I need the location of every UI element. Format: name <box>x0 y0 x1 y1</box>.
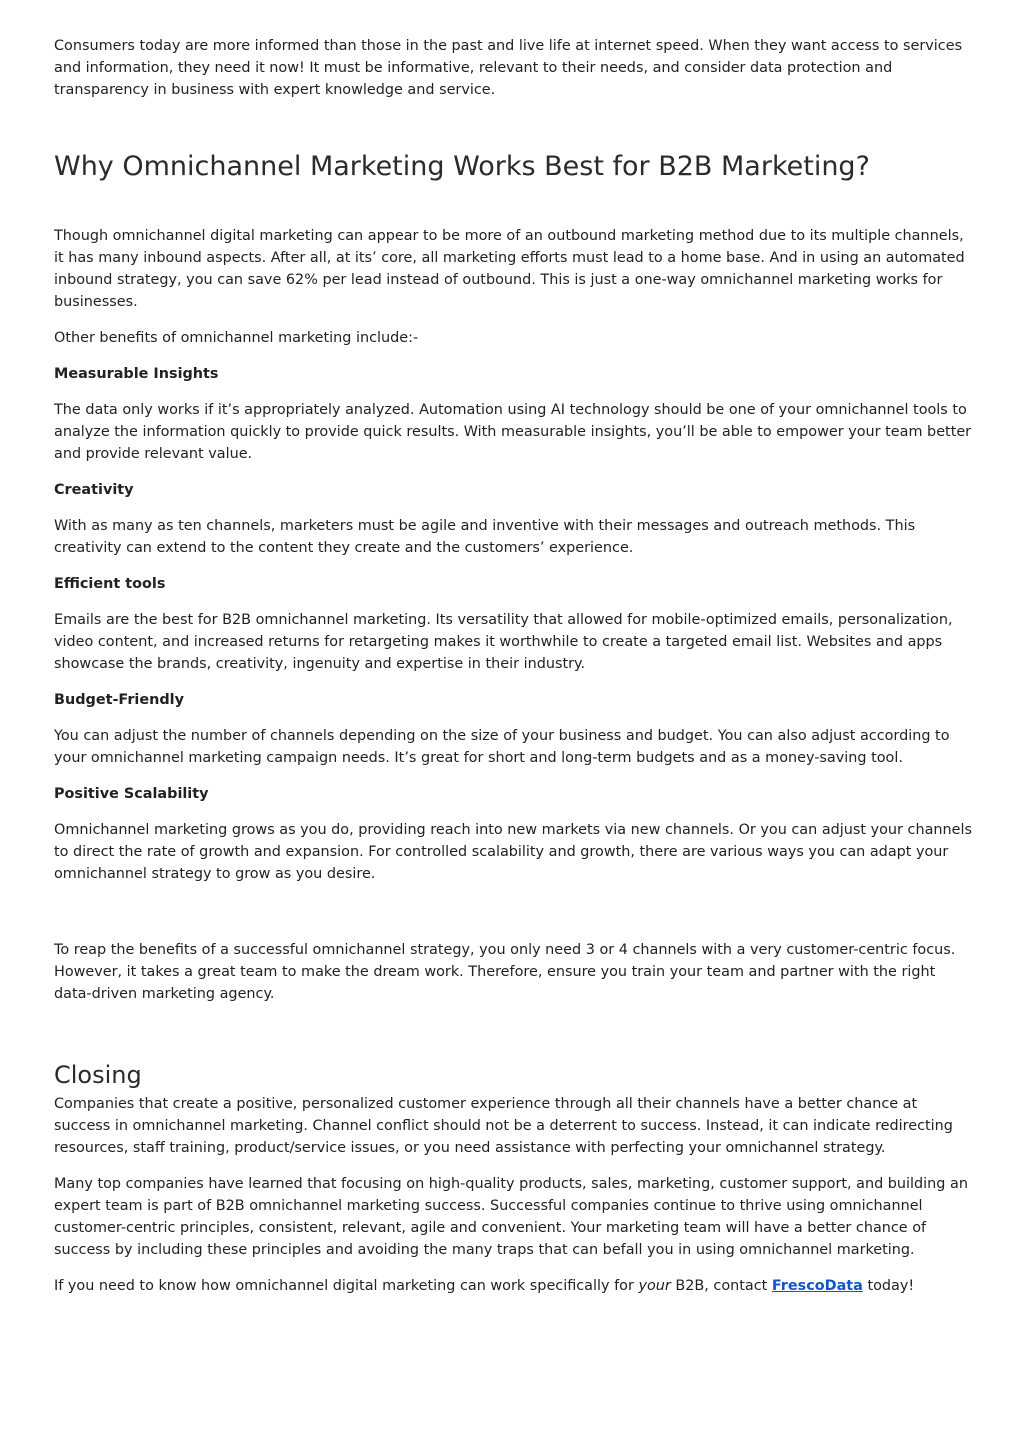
benefit-title-efficient-tools: Efficient tools <box>54 576 166 592</box>
cta-text-italic: your <box>638 1278 671 1294</box>
closing-paragraph-1: Companies that create a positive, personalized customer experience through all their channels have a better chance at success in omnichannel marketing. Channel conflict should not be a deterrent to success. Instead, it can indicate redirecting resources, staff training, product/service issues, or you need assistance with perfecting your omnichannel strategy. <box>54 1096 953 1156</box>
heading-closing: Closing <box>54 1061 142 1089</box>
benefit-text-budget-friendly: You can adjust the number of channels depending on the size of your business and budget. You can also adjust according to your omnichannel marketing campaign needs. It’s great for short and long-term budgets and as a money-saving tool. <box>54 728 950 766</box>
benefit-title-measurable-insights: Measurable Insights <box>54 366 219 382</box>
cta-text-before: If you need to know how omnichannel digital marketing can work specifically for <box>54 1278 639 1294</box>
heading-why-omnichannel: Why Omnichannel Marketing Works Best for B2B Marketing? <box>54 151 870 182</box>
closing-paragraph-2: Many top companies have learned that focusing on high-quality products, sales, marketing, customer support, and building an expert team is part of B2B omnichannel marketing success. Successful companies continue to thrive using omnichannel customer-centric principles, consistent, relevant, agile and convenient. Your marketing team will have a better chance of success by including these principles and avoiding the many traps that can befall you in using omnichannel marketing. <box>54 1176 968 1258</box>
benefit-title-positive-scalability: Positive Scalability <box>54 786 209 802</box>
cta-text-middle: B2B, contact <box>670 1278 772 1294</box>
paragraph-other-benefits: Other benefits of omnichannel marketing include:- <box>54 330 419 346</box>
benefit-text-creativity: With as many as ten channels, marketers must be agile and inventive with their messages and outreach methods. This creativity can extend to the content they create and the customers’ experience. <box>54 518 916 556</box>
paragraph-though: Though omnichannel digital marketing can appear to be more of an outbound marketing method due to its multiple channels, it has many inbound aspects. After all, at its’ core, all marketing efforts must lead to a home base. And in using an automated inbound strategy, you can save 62% per lead instead of outbound. This is just a one-way omnichannel marketing works for businesses. <box>54 228 965 310</box>
spacer <box>54 899 973 939</box>
intro-paragraph: Consumers today are more informed than those in the past and live life at internet speed. When they want access to services and information, they need it now! It must be informative, relevant to their needs, and consider data protection and transparency in business with expert knowledge and service. <box>54 38 963 98</box>
benefit-title-creativity: Creativity <box>54 482 134 498</box>
spacer <box>54 1019 973 1059</box>
closing-cta-paragraph <box>54 1275 973 1297</box>
benefit-text-efficient-tools: Emails are the best for B2B omnichannel marketing. Its versatility that allowed for mobile-optimized emails, personalization, video content, and increased returns for retargeting makes it worthwhile to create a targeted email list. Websites and apps showcase the brands, creativity, ingenuity and expertise in their industry. <box>54 612 953 672</box>
benefit-text-positive-scalability: Omnichannel marketing grows as you do, providing reach into new markets via new channels. Or you can adjust your channels to direct the rate of growth and expansion. For controlled scalability and growth, there are various ways you can adapt your omnichannel strategy to grow as you desire. <box>54 822 972 882</box>
benefit-text-measurable-insights: The data only works if it’s appropriately analyzed. Automation using AI technology should be one of your omnichannel tools to analyze the information quickly to provide quick results. With measurable insights, you’ll be able to empower your team better and provide relevant value. <box>54 402 972 462</box>
cta-text-after: today! <box>862 1278 915 1294</box>
frescodata-link[interactable]: FrescoData <box>771 1278 863 1294</box>
paragraph-reap-benefits: To reap the benefits of a successful omnichannel strategy, you only need 3 or 4 channels with a very customer-centric focus. However, it takes a great team to make the dream work. Therefore, ensure you train your team and partner with the right data-driven marketing agency. <box>54 942 956 1002</box>
benefit-title-budget-friendly: Budget-Friendly <box>54 692 184 708</box>
